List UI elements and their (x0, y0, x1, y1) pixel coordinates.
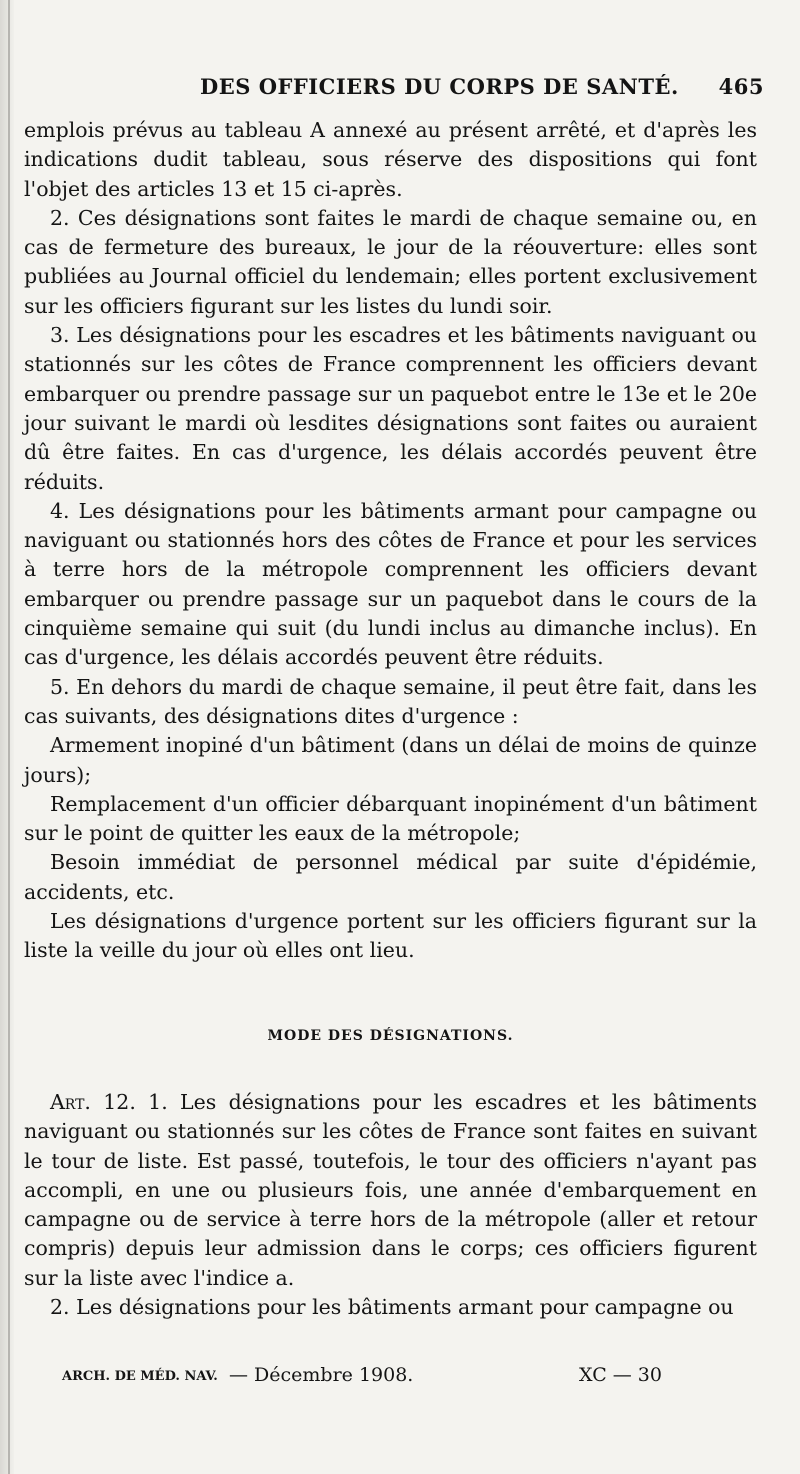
article-label: Art. 12. (50, 1089, 136, 1114)
journal-name: ARCH. DE MÉD. NAV. (62, 1369, 218, 1384)
page-edge-shadow (0, 0, 14, 1474)
page-body (24, 116, 757, 1322)
running-title: DES OFFICIERS DU CORPS DE SANTÉ. (200, 74, 679, 99)
article-12-text-1: 1. Les désignations pour les escadres et les bâtiments naviguant ou stationnés sur les côtes de France sont faites en suivant le tour de liste. Est passé, toutefois, le tour des officiers n'ayant pas accompli, en une ou plusieurs fois, une année d'embarquement en campagne ou de service à terre hors de la métropole (aller et retour compris) depuis leur admission dans le corps; ces officiers figurent sur la liste avec l'indice a. (24, 1089, 757, 1290)
paragraph-4: 4. Les désignations pour les bâtiments armant pour campagne ou naviguant ou stationnés hors des côtes de France et pour les services à terre hors de la métropole comprennent les officiers devant embarquer ou prendre passage sur un paquebot dans le cours de la cinquième semaine qui suit (du lundi inclus au dimanche inclus). En cas d'urgence, les délais accordés peuvent être réduits. (24, 498, 757, 670)
page-number: 465 (718, 74, 764, 99)
urgency-case-1: Armement inopiné d'un bâtiment (dans un délai de moins de quinze jours); (24, 733, 757, 787)
urgency-case-3: Besoin immédiat de personnel médical par suite d'épidémie, accidents, etc. (24, 850, 757, 904)
urgency-case-2: Remplacement d'un officier débarquant inopinément d'un bâtiment sur le point de quitter les eaux de la métropole; (24, 791, 757, 846)
article-12-paragraph-2: 2. Les désignations pour les bâtiments armant pour campagne ou (50, 1294, 734, 1319)
issue-date: — Décembre 1908. (229, 1364, 414, 1386)
section-heading: MODE DES DÉSIGNATIONS. (267, 1027, 514, 1044)
binding-line (8, 0, 10, 1474)
paragraph-continuation: emplois prévus au tableau A annexé au présent arrêté, et d'après les indications dudit tableau, sous réserve des dispositions qui font l'objet des articles 13 et 15 ci-après. (24, 118, 757, 201)
signature-mark: XC — 30 (579, 1364, 662, 1386)
paragraph-2: 2. Ces désignations sont faites le mardi de chaque semaine ou, en cas de fermeture des bureaux, le jour de la réouverture: elles sont publiées au Journal officiel du lendemain; elles portent exclusivement sur les officiers figurant sur les listes du lundi soir. (24, 205, 757, 318)
paragraph-3: 3. Les désignations pour les escadres et les bâtiments naviguant ou stationnés sur les côtes de France comprennent les officiers devant embarquer ou prendre passage sur un paquebot entre le 13e et le 20e jour suivant le mardi où lesdites désignations sont faites ou auraient dû être faites. En cas d'urgence, les délais accordés peuvent être réduits. (24, 323, 758, 494)
article-12-paragraph-1 (24, 1088, 757, 1293)
urgency-closing: Les désignations d'urgence portent sur les officiers figurant sur la liste la veille du jour où elles ont lieu. (24, 909, 757, 963)
paragraph-5: 5. En dehors du mardi de chaque semaine, il peut être fait, dans les cas suivants, des désignations dites d'urgence : (24, 674, 757, 728)
